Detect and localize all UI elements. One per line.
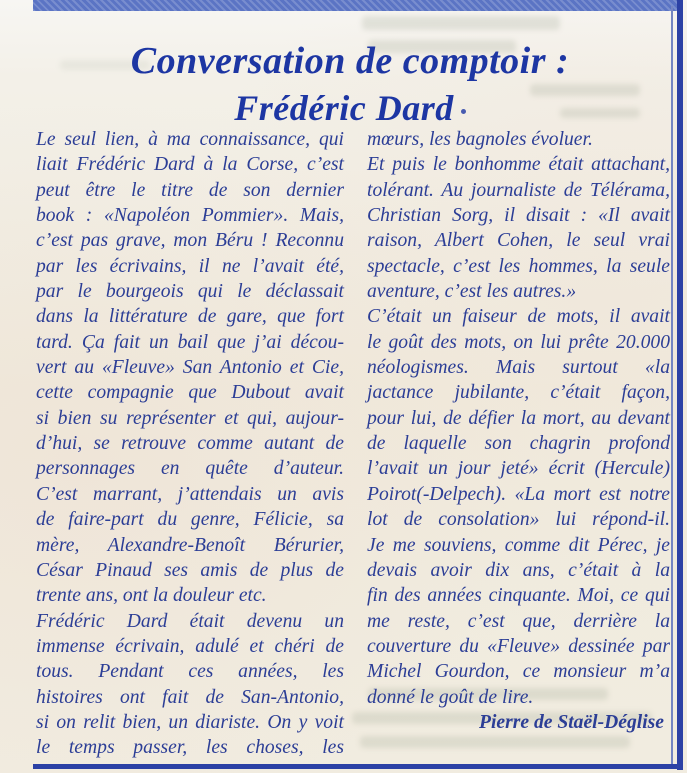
bleedthrough-artifact	[360, 736, 630, 748]
text-line: tous. Pendant ces années, les	[36, 661, 344, 683]
article-column-left	[36, 127, 344, 761]
text-line: devais avoir dix ans, c’était à la	[367, 559, 670, 581]
article-title-line1: Conversation de comptoir :	[130, 40, 570, 83]
author-signature: Pierre de Staël-Déglise	[478, 711, 664, 733]
text-line: personnages en quête d’auteur.	[36, 458, 344, 480]
text-line: book : «Napoléon Pommier». Mais,	[36, 205, 344, 227]
text-line: cette compagnie que Dubout avait	[36, 382, 344, 404]
text-line: pour lui, de défier la mort, au devant	[367, 407, 670, 429]
text-line: Poirot(-Delpech). «La mort est notre	[367, 483, 670, 505]
bottom-rule	[33, 764, 683, 769]
text-line: par les écrivains, il ne l’avait été,	[36, 255, 344, 277]
text-line: Michel Gourdon, ce monsieur m’a	[367, 661, 670, 683]
text-line: raison, Albert Cohen, le seul vrai	[367, 230, 670, 252]
text-line: d’hui, se retrouve comme autant de	[36, 433, 344, 455]
top-rule-bar	[33, 0, 683, 11]
text-line: liait Frédéric Dard à la Corse, c’est	[36, 154, 344, 176]
text-line: Je me souviens, comme dit Pérec, je	[367, 534, 670, 556]
article-title-line2	[26, 85, 674, 132]
column-left-lines	[36, 127, 344, 761]
text-line: mère, Alexandre-Benoît Bérurier,	[36, 534, 344, 556]
text-line: peut être le titre de son dernier	[36, 179, 344, 201]
text-line: me reste, c’est que, derrière la	[367, 610, 670, 632]
text-line: tolérant. Au journaliste de Télérama,	[367, 179, 670, 201]
text-line: c’est pas grave, mon Béru ! Reconnu	[36, 230, 344, 252]
text-line: de faire-part du genre, Félicie, sa	[36, 509, 344, 531]
column-right-lines	[367, 127, 670, 710]
text-line: de laquelle son chagrin profond	[367, 433, 670, 455]
text-line: Le seul lien, à ma connaissance, qui	[36, 129, 344, 150]
text-line: dans la littérature de gare, que fort	[36, 306, 344, 328]
text-line: Frédéric Dard était devenu un	[36, 610, 344, 632]
text-line: C’est marrant, j’attendais un avis	[36, 483, 344, 505]
text-line: lot de consolation» lui répond-il.	[367, 509, 670, 531]
text-line: aventure, c’est les autres.»	[367, 281, 577, 303]
text-line: Christian Sorg, il disait : «Il avait	[367, 205, 670, 227]
bleedthrough-artifact	[362, 16, 560, 30]
scan-artifact-dot	[461, 109, 466, 114]
text-line: si on relit bien, un diariste. On y voit	[36, 711, 344, 733]
text-line: spectacle, c’est les hommes, la seule	[367, 255, 670, 277]
text-line: trente ans, ont la douleur etc.	[36, 585, 267, 607]
text-line: le goût des mots, on lui prête 20.000	[367, 331, 670, 353]
article-title-line2-text: Frédéric Dard	[234, 88, 454, 129]
right-border-thick	[677, 0, 683, 770]
text-line: immense écrivain, adulé et chéri de	[36, 635, 344, 657]
text-line: Et puis le bonhomme était attachant,	[367, 154, 670, 176]
text-line: mœurs, les bagnoles évoluer.	[367, 129, 593, 150]
text-line: César Pinaud ses amis de plus de	[36, 559, 344, 581]
text-line: C’était un faiseur de mots, il avait	[367, 306, 670, 328]
text-line: jactance jubilante, c’était façon,	[367, 382, 670, 404]
text-line: fin des années cinquante. Moi, ce qui	[367, 585, 670, 607]
text-line: couverture du «Fleuve» dessinée par	[367, 635, 670, 657]
text-line: le temps passer, les choses, les	[36, 737, 344, 759]
text-line: histoires ont fait de San-Antonio,	[36, 686, 344, 708]
article-column-right	[367, 127, 670, 735]
text-line: tard. Ça fait un bail que j’ai décou-	[36, 331, 344, 353]
text-line: par le bourgeois qui le déclassait	[36, 281, 344, 303]
text-line: néologismes. Mais surtout «la	[367, 357, 670, 379]
text-line: si bien su représenter et qui, aujour-	[36, 407, 344, 429]
text-line: vert au «Fleuve» San Antonio et Cie,	[36, 357, 344, 379]
text-line: l’avait un jour jeté» écrit (Hercule)	[367, 458, 670, 480]
article-title	[26, 38, 674, 132]
text-line: donné le goût de lire.	[367, 686, 534, 708]
